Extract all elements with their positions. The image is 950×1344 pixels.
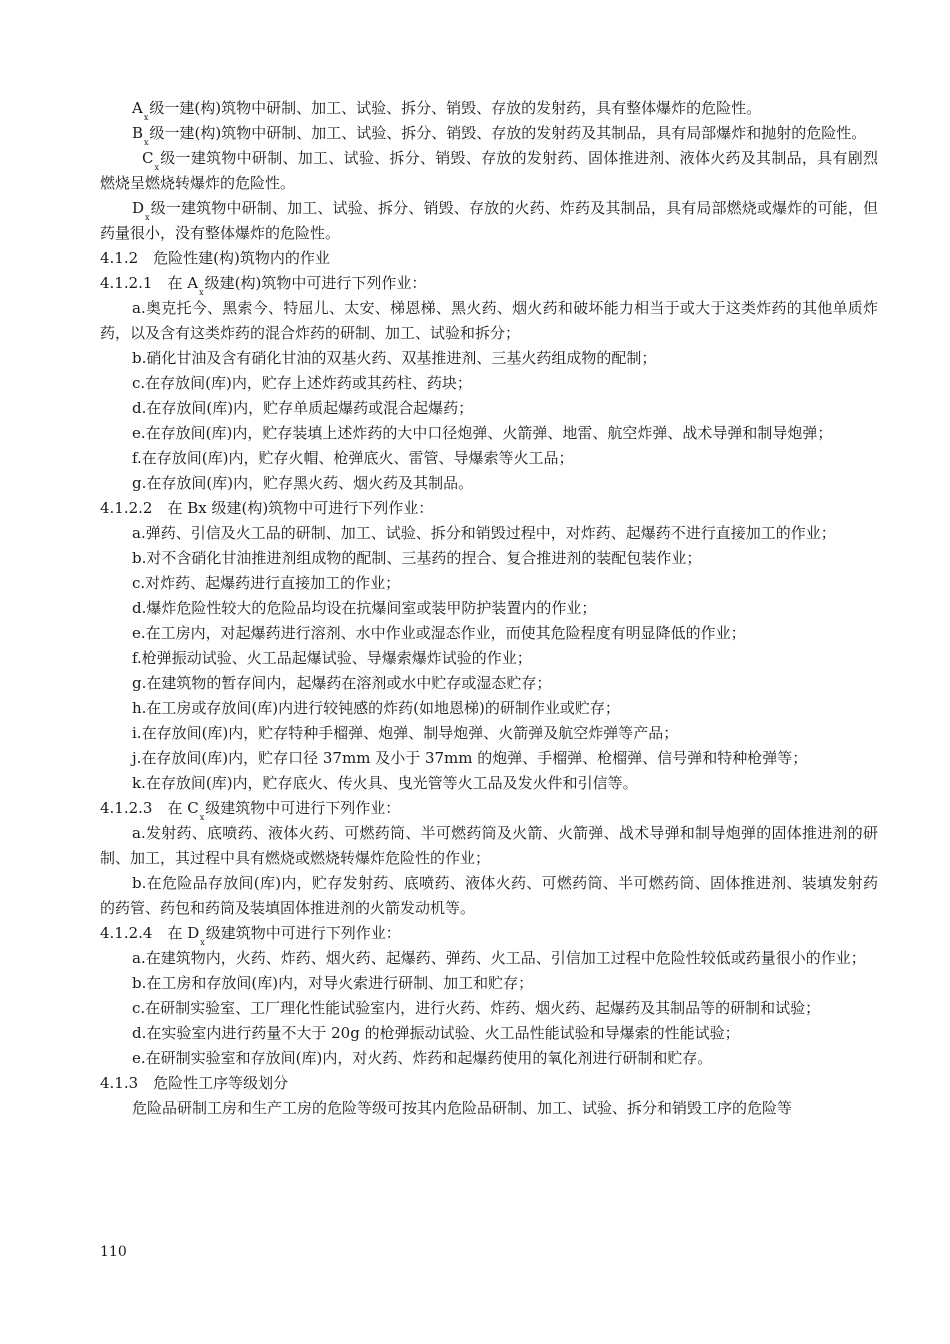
- final-paragraph: 危险品研制工房和生产工房的危险等级可按其内危险品研制、加工、试验、拆分和销毁工序的危险等: [132, 1099, 793, 1117]
- page-number: 110: [100, 1244, 127, 1260]
- list-item: i.在存放间(库)内，贮存特种手榴弹、炮弹、制导炮弹、火箭弹及航空炸弹等产品；: [132, 724, 679, 742]
- list-item: b.在工房和存放间(库)内，对导火索进行研制、加工和贮存；: [132, 974, 534, 992]
- list-item: f.枪弹振动试验、火工品起爆试验、导爆索爆炸试验的作业；: [132, 649, 532, 667]
- class-c-definition: $C_x$级一建筑物中研制、加工、试验、拆分、销毁、存放的发射药、固体推进剂、液体火药及其制品，具有剧烈燃烧呈燃烧转爆炸的危险性。: [100, 149, 878, 192]
- list-item: a.弹药、引信及火工品的研制、加工、试验、拆分和销毁过程中，对炸药、起爆药不进行直接加工的作业；: [132, 524, 836, 542]
- list-item: b.在危险品存放间(库)内，贮存发射药、底喷药、液体火药、可燃药筒、半可燃药筒、固体推进剂、装填发射药的药管、药包和药筒及装填固体推进剂的火箭发动机等。: [100, 874, 878, 917]
- list-item: d.爆炸危险性较大的危险品均设在抗爆间室或装甲防护装置内的作业；: [132, 599, 597, 617]
- class-a-definition: $A_x$级一建(构)筑物中研制、加工、试验、拆分、销毁、存放的发射药，具有整体爆炸的危险性。: [132, 99, 762, 122]
- list-item: h.在工房或存放间(库)内进行较钝感的炸药(如地恩梯)的研制作业或贮存；: [132, 699, 620, 717]
- section-heading-4-1-2-3: 4.1.2.3 在 $C_x$级建筑物中可进行下列作业：: [100, 799, 401, 822]
- list-item: k.在存放间(库)内，贮存底火、传火具、曳光管等火工品及发火件和引信等。: [132, 774, 638, 792]
- section-heading-4-1-2-1: 4.1.2.1 在 $A_x$级建(构)筑物中可进行下列作业：: [100, 274, 427, 297]
- section-heading-4-1-3: 4.1.3 危险性工序等级划分: [100, 1074, 289, 1092]
- list-item: e.在存放间(库)内，贮存装填上述炸药的大中口径炮弹、火箭弹、地雷、航空炸弹、战术导弹和制导炮弹；: [132, 424, 833, 442]
- list-item: d.在存放间(库)内，贮存单质起爆药或混合起爆药；: [132, 399, 474, 417]
- list-item: a.在建筑物内，火药、炸药、烟火药、起爆药、弹药、火工品、引信加工过程中危险性较低或药量很小的作业；: [132, 949, 866, 967]
- list-item: a.发射药、底喷药、液体火药、可燃药筒、半可燃药筒及火箭、火箭弹、战术导弹和制导炮弹的固体推进剂的研制、加工，其过程中具有燃烧或燃烧转爆炸危险性的作业；: [100, 824, 878, 867]
- list-item: g.在存放间(库)内，贮存黑火药、烟火药及其制品。: [132, 474, 474, 492]
- list-item: c.在存放间(库)内，贮存上述炸药或其药柱、药块；: [132, 374, 472, 392]
- class-b-definition: $B_x$级一建(构)筑物中研制、加工、试验、拆分、销毁、存放的发射药及其制品，具有局部爆炸和抛射的危险性。: [132, 124, 867, 147]
- class-d-definition: $D_x$级一建筑物中研制、加工、试验、拆分、销毁、存放的火药、炸药及其制品，具有局部燃烧或爆炸的可能，但药量很小，没有整体爆炸的危险性。: [100, 199, 878, 242]
- list-item: c.对炸药、起爆药进行直接加工的作业；: [132, 574, 401, 592]
- list-item: b.对不含硝化甘油推进剂组成物的配制、三基药的捏合、复合推进剂的装配包装作业；: [132, 549, 702, 567]
- list-item: d.在实验室内进行药量不大于 20g 的枪弹振动试验、火工品性能试验和导爆索的性能试验；: [132, 1024, 740, 1042]
- list-item: e.在工房内，对起爆药进行溶剂、水中作业或湿态作业，而使其危险程度有明显降低的作业；: [132, 624, 746, 642]
- list-item: a.奥克托今、黑索今、特屈儿、太安、梯恩梯、黑火药、烟火药和破坏能力相当于或大于这类炸药的其他单质炸药，以及含有这类炸药的混合炸药的研制、加工、试验和拆分；: [100, 299, 878, 342]
- list-item: b.硝化甘油及含有硝化甘油的双基火药、双基推进剂、三基火药组成物的配制；: [132, 349, 657, 367]
- list-item: c.在研制实验室、工厂理化性能试验室内，进行火药、炸药、烟火药、起爆药及其制品等的研制和试验；: [132, 999, 821, 1017]
- list-item: g.在建筑物的暂存间内，起爆药在溶剂或水中贮存或湿态贮存；: [132, 674, 552, 692]
- list-item: j.在存放间(库)内，贮存口径 37mm 及小于 37mm 的炮弹、手榴弹、枪榴弹、信号弹和特种枪弹等；: [132, 749, 808, 767]
- section-heading-4-1-2-4: 4.1.2.4 在 $D_x$级建筑物中可进行下列作业：: [100, 924, 401, 947]
- document-page: [100, 96, 878, 1121]
- list-item: e.在研制实验室和存放间(库)内，对火药、炸药和起爆药使用的氧化剂进行研制和贮存。: [132, 1049, 713, 1067]
- section-heading-4-1-2-2: 4.1.2.2 在 Bx 级建(构)筑物中可进行下列作业：: [100, 499, 434, 517]
- section-heading-4-1-2: 4.1.2 危险性建(构)筑物内的作业: [100, 249, 330, 267]
- list-item: f.在存放间(库)内，贮存火帽、枪弹底火、雷管、导爆索等火工品；: [132, 449, 574, 467]
